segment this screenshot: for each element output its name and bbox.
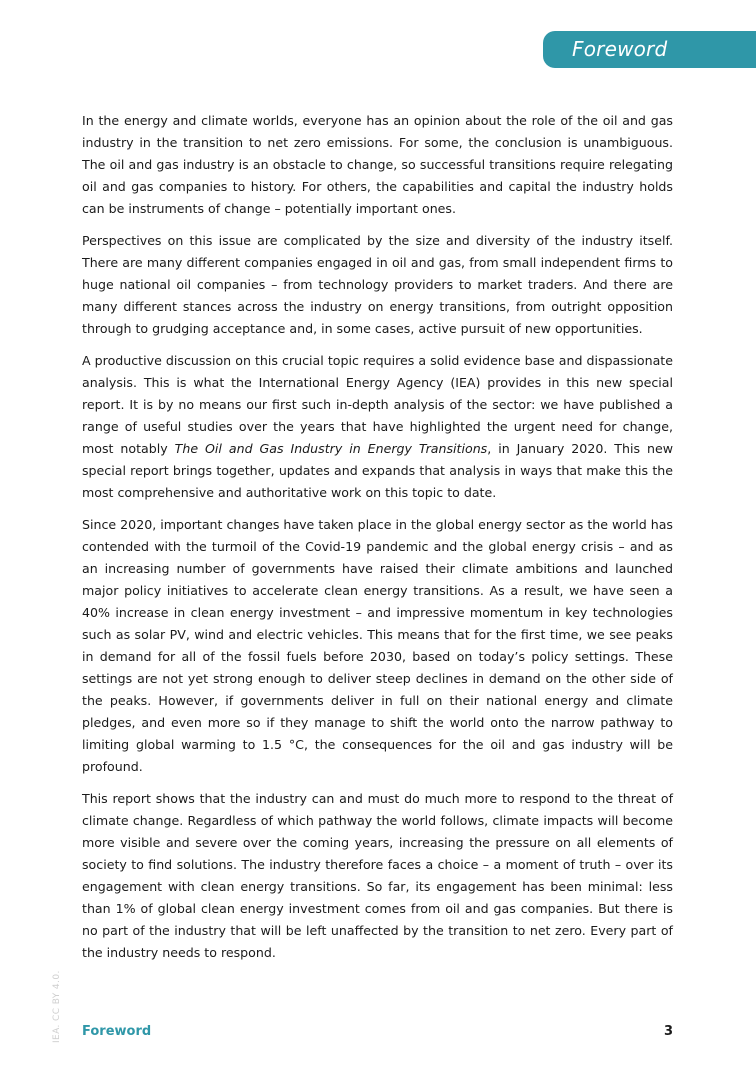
page-number: 3 xyxy=(663,1024,673,1039)
paragraph-5: This report shows that the industry can and must do much more to respond to the threat of climate change. Regardless of which pathway the world follows, climate impacts will become more visible and severe over the coming years, increasing the pressure on all elements of society to find solutions. The industry therefore faces a choice – a moment of truth – over its engagement with clean energy transitions. So far, its engagement has been minimal: less than 1% of global clean energy investment comes from oil and gas companies. But there is no part of the industry that will be left unaffected by the transition to net zero. Every part of the industry needs to respond. xyxy=(82,791,673,960)
paragraph-2: Perspectives on this issue are complicated by the size and diversity of the industry itself. There are many different companies engaged in oil and gas, from small independent firms to huge national oil companies – from technology providers to market traders. And there are many different stances across the industry on energy transitions, from outright opposition through to grudging acceptance and, in some cases, active pursuit of new opportunities. xyxy=(82,233,673,336)
paragraph-3-text-before: A productive discussion on this crucial topic requires a solid evidence base and dispassionate analysis. This is what the International Energy Agency (IEA) provides in this new special report. It is by no means our first such in-depth analysis of the sector: we have published a range of useful studies over the years that have highlighted the urgent need for change, most notably xyxy=(82,353,673,456)
foreword-body xyxy=(82,110,673,974)
section-header-title: Foreword xyxy=(572,37,668,61)
paragraph-3-text-after: , in January 2020. This new special report brings together, updates and expands that analysis in ways that make this the most comprehensive and authoritative work on this topic to date. xyxy=(82,441,673,500)
paragraph-4: Since 2020, important changes have taken place in the global energy sector as the world has contended with the turmoil of the Covid-19 pandemic and the global energy crisis – and as an increasing number of governments have raised their climate ambitions and launched major policy initiatives to accelerate clean energy transitions. As a result, we have seen a 40% increase in clean energy investment – and impressive momentum in key technologies such as solar PV, wind and electric vehicles. This means that for the first time, we see peaks in demand for all of the fossil fuels before 2030, based on today’s policy settings. These settings are not yet strong enough to deliver steep declines in demand on the other side of the peaks. However, if governments deliver in full on their national energy and climate pledges, and even more so if they manage to shift the world onto the narrow pathway to limiting global warming to 1.5 °C, the consequences for the oil and gas industry will be profound. xyxy=(82,517,673,774)
section-header-tab xyxy=(543,31,756,68)
license-label: IEA. CC BY 4.0. xyxy=(52,970,62,1043)
paragraph-1: In the energy and climate worlds, everyone has an opinion about the role of the oil and gas industry in the transition to net zero emissions. For some, the conclusion is unambiguous. The oil and gas industry is an obstacle to change, so successful transitions require relegating oil and gas companies to history. For others, the capabilities and capital the industry holds can be instruments of change – potentially important ones. xyxy=(82,113,673,216)
paragraph-3 xyxy=(82,350,673,504)
footer-section-title: Foreword xyxy=(82,1024,152,1039)
report-title-italic: The Oil and Gas Industry in Energy Transitions xyxy=(174,441,488,456)
